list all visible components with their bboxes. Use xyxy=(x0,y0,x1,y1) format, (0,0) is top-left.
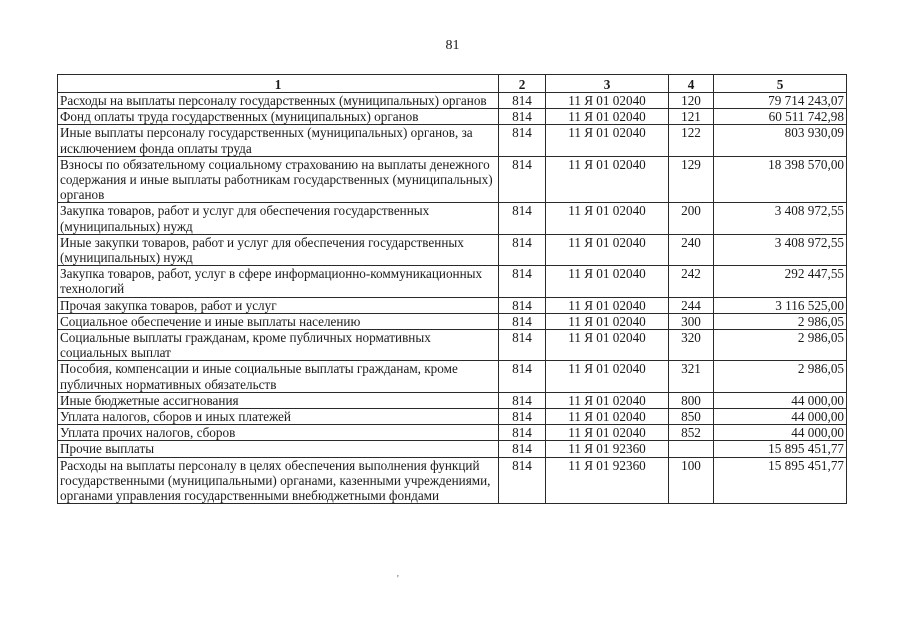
row-name-cell: Прочая закупка товаров, работ и услуг xyxy=(58,297,499,313)
table-row xyxy=(58,361,847,392)
row-target-cell: 11 Я 01 92360 xyxy=(546,457,669,504)
row-name-cell: Закупка товаров, работ, услуг в сфере информационно-коммуникационных технологий xyxy=(58,266,499,297)
row-target-cell: 11 Я 01 02040 xyxy=(546,330,669,361)
row-ministry-cell: 814 xyxy=(499,234,546,265)
row-type-cell: 120 xyxy=(669,93,714,109)
row-type-cell: 800 xyxy=(669,392,714,408)
row-amount-cell: 3 408 972,55 xyxy=(714,203,847,234)
row-amount-cell: 2 986,05 xyxy=(714,330,847,361)
row-target-cell: 11 Я 01 02040 xyxy=(546,109,669,125)
row-type-cell: 320 xyxy=(669,330,714,361)
stray-mark: ' xyxy=(397,574,399,585)
header-col-1: 1 xyxy=(58,75,499,93)
row-amount-cell: 3 408 972,55 xyxy=(714,234,847,265)
header-col-4: 4 xyxy=(669,75,714,93)
row-amount-cell: 15 895 451,77 xyxy=(714,441,847,457)
row-type-cell: 121 xyxy=(669,109,714,125)
row-ministry-cell: 814 xyxy=(499,266,546,297)
row-amount-cell: 79 714 243,07 xyxy=(714,93,847,109)
row-ministry-cell: 814 xyxy=(499,409,546,425)
row-amount-cell: 44 000,00 xyxy=(714,409,847,425)
table-row xyxy=(58,313,847,329)
row-amount-cell: 18 398 570,00 xyxy=(714,156,847,203)
table-row xyxy=(58,266,847,297)
row-type-cell: 244 xyxy=(669,297,714,313)
row-name-cell: Взносы по обязательному социальному страхованию на выплаты денежного содержания и иные выплаты работникам государственных (муниципальных) органов xyxy=(58,156,499,203)
row-ministry-cell: 814 xyxy=(499,297,546,313)
row-amount-cell: 60 511 742,98 xyxy=(714,109,847,125)
row-ministry-cell: 814 xyxy=(499,425,546,441)
row-amount-cell: 44 000,00 xyxy=(714,392,847,408)
row-target-cell: 11 Я 01 02040 xyxy=(546,409,669,425)
table-row xyxy=(58,297,847,313)
row-type-cell: 122 xyxy=(669,125,714,156)
table-row xyxy=(58,425,847,441)
row-ministry-cell: 814 xyxy=(499,392,546,408)
table-row xyxy=(58,156,847,203)
table-row xyxy=(58,109,847,125)
row-ministry-cell: 814 xyxy=(499,93,546,109)
row-name-cell: Иные бюджетные ассигнования xyxy=(58,392,499,408)
header-col-3: 3 xyxy=(546,75,669,93)
row-target-cell: 11 Я 01 02040 xyxy=(546,234,669,265)
row-type-cell: 100 xyxy=(669,457,714,504)
header-col-5: 5 xyxy=(714,75,847,93)
row-target-cell: 11 Я 01 02040 xyxy=(546,361,669,392)
row-ministry-cell: 814 xyxy=(499,203,546,234)
row-name-cell: Расходы на выплаты персоналу государственных (муниципальных) органов xyxy=(58,93,499,109)
row-name-cell: Расходы на выплаты персоналу в целях обеспечения выполнения функций государственными (муниципальными) органами, казенными учреждениями, органами управления государственными внебюджетными фондами xyxy=(58,457,499,504)
row-ministry-cell: 814 xyxy=(499,313,546,329)
row-name-cell: Иные выплаты персоналу государственных (муниципальных) органов, за исключением фонда оплаты труда xyxy=(58,125,499,156)
table-body xyxy=(58,93,847,504)
row-ministry-cell: 814 xyxy=(499,330,546,361)
row-type-cell: 200 xyxy=(669,203,714,234)
row-target-cell: 11 Я 01 02040 xyxy=(546,425,669,441)
row-amount-cell: 292 447,55 xyxy=(714,266,847,297)
row-name-cell: Пособия, компенсации и иные социальные выплаты гражданам, кроме публичных нормативных обязательств xyxy=(58,361,499,392)
budget-table xyxy=(57,74,847,504)
table-row xyxy=(58,392,847,408)
row-amount-cell: 15 895 451,77 xyxy=(714,457,847,504)
row-target-cell: 11 Я 01 92360 xyxy=(546,441,669,457)
table-header-row xyxy=(58,75,847,93)
row-type-cell: 242 xyxy=(669,266,714,297)
table-row xyxy=(58,330,847,361)
row-type-cell: 240 xyxy=(669,234,714,265)
row-target-cell: 11 Я 01 02040 xyxy=(546,266,669,297)
row-target-cell: 11 Я 01 02040 xyxy=(546,203,669,234)
row-ministry-cell: 814 xyxy=(499,361,546,392)
row-name-cell: Фонд оплаты труда государственных (муниципальных) органов xyxy=(58,109,499,125)
row-target-cell: 11 Я 01 02040 xyxy=(546,297,669,313)
row-target-cell: 11 Я 01 02040 xyxy=(546,93,669,109)
row-name-cell: Уплата прочих налогов, сборов xyxy=(58,425,499,441)
row-name-cell: Закупка товаров, работ и услуг для обеспечения государственных (муниципальных) нужд xyxy=(58,203,499,234)
row-amount-cell: 44 000,00 xyxy=(714,425,847,441)
row-type-cell: 850 xyxy=(669,409,714,425)
table-row xyxy=(58,93,847,109)
table-row xyxy=(58,409,847,425)
row-name-cell: Иные закупки товаров, работ и услуг для обеспечения государственных (муниципальных) нужд xyxy=(58,234,499,265)
page-number: 81 xyxy=(445,38,460,53)
table-row xyxy=(58,457,847,504)
row-name-cell: Социальные выплаты гражданам, кроме публичных нормативных социальных выплат xyxy=(58,330,499,361)
row-amount-cell: 3 116 525,00 xyxy=(714,297,847,313)
row-target-cell: 11 Я 01 02040 xyxy=(546,125,669,156)
table-row xyxy=(58,125,847,156)
row-amount-cell: 2 986,05 xyxy=(714,361,847,392)
header-col-2: 2 xyxy=(499,75,546,93)
row-target-cell: 11 Я 01 02040 xyxy=(546,392,669,408)
row-type-cell xyxy=(669,441,714,457)
row-type-cell: 129 xyxy=(669,156,714,203)
row-type-cell: 300 xyxy=(669,313,714,329)
table-row xyxy=(58,203,847,234)
row-name-cell: Уплата налогов, сборов и иных платежей xyxy=(58,409,499,425)
row-name-cell: Социальное обеспечение и иные выплаты населению xyxy=(58,313,499,329)
row-target-cell: 11 Я 01 02040 xyxy=(546,156,669,203)
row-amount-cell: 2 986,05 xyxy=(714,313,847,329)
row-name-cell: Прочие выплаты xyxy=(58,441,499,457)
row-ministry-cell: 814 xyxy=(499,457,546,504)
row-ministry-cell: 814 xyxy=(499,156,546,203)
row-target-cell: 11 Я 01 02040 xyxy=(546,313,669,329)
row-amount-cell: 803 930,09 xyxy=(714,125,847,156)
table-row xyxy=(58,441,847,457)
row-ministry-cell: 814 xyxy=(499,125,546,156)
row-ministry-cell: 814 xyxy=(499,109,546,125)
row-type-cell: 321 xyxy=(669,361,714,392)
row-ministry-cell: 814 xyxy=(499,441,546,457)
table-row xyxy=(58,234,847,265)
row-type-cell: 852 xyxy=(669,425,714,441)
